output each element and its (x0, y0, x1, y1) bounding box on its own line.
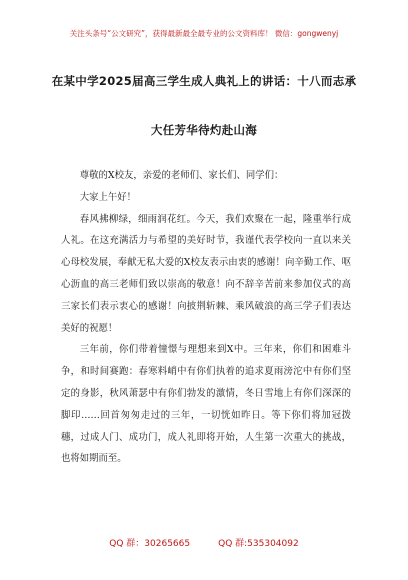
salutation-paragraph: 尊敬的X校友，亲爱的老师们、家长们、同学们： (79, 170, 284, 181)
page-footer (0, 536, 408, 549)
qq-group-2: QQ 群:535304092 (218, 539, 299, 549)
greeting-paragraph: 大家上午好！ (79, 191, 137, 203)
document-title-line1: 在某中学2025届高三学生成人典礼上的讲话：十八而志承 (51, 74, 357, 88)
qq-group-1: QQ 群：30265665 (109, 539, 191, 549)
document-body (61, 165, 351, 470)
document-title-line2: 大任芳华待灼赴山海 (150, 123, 258, 137)
body-paragraph: 春风拂柳绿，细雨润花红。今天，我们欢聚在一起，隆重举行成人礼。在这充满活力与希望的美好时节，我谨代表学校向一直以来关心母校发展，奉献无私大爱的X校友表示由衷的感谢！向辛勤工作、呕心沥血的高三老师们致以崇高的敬意！向不辞辛苦前来参加仪式的高三家长们表示衷心的感谢！向披荆斩棘、乘风破浪的高三学子们表达美好的祝愿！ (61, 213, 351, 334)
body-paragraph: 三年前，你们带着憧憬与理想来到X中。三年来，你们和困难斗争，和时间赛跑：春寒料峭中有你们执着的追求夏雨滂沱中有你们坚定的身影，秋风萧瑟中有你们勃发的激情，冬日雪地上有你们深深的脚印……回首匆匆走过的三年，一切恍如昨日。等下你们将加冠拨穗，过成人门、成功门，成人礼即将开始，人生第一次重大的挑战，也将如期而至。 (61, 344, 351, 465)
page-header: 关注头条号“公文研究”，获得最新最全最专业的公文资料库！ 微信：gongwenyj (69, 29, 339, 38)
